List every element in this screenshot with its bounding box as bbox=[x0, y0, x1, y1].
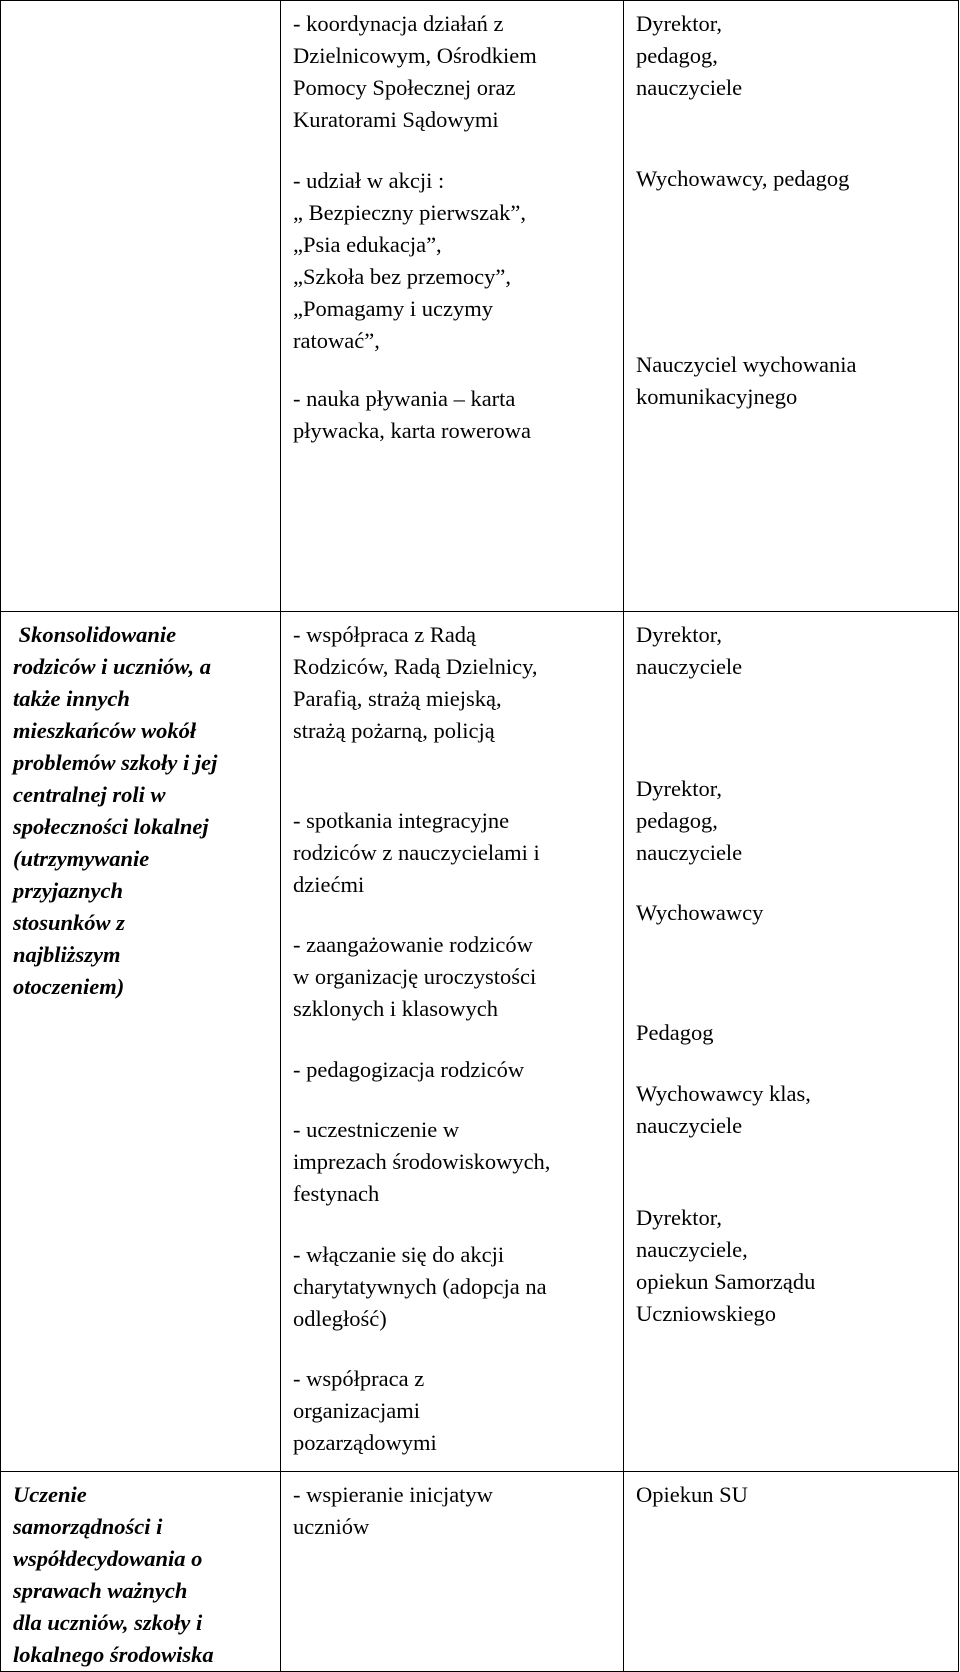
activity-item: - nauka pływania – karta pływacka, karta rowerowa bbox=[293, 386, 532, 443]
activities-cell bbox=[281, 1472, 624, 1672]
activity-item: - wspieranie inicjatyw uczniów bbox=[293, 1482, 493, 1539]
goal-cell bbox=[1, 612, 281, 1472]
activity-item: - zaangażowanie rodziców w organizację uroczystości szklonych i klasowych bbox=[293, 932, 537, 1021]
activity-item: - spotkania integracyjne rodziców z nauczycielami i dziećmi bbox=[293, 808, 540, 897]
responsible-cell bbox=[624, 1, 959, 612]
table-row bbox=[1, 612, 959, 1472]
activities-cell bbox=[281, 612, 624, 1472]
goal-cell bbox=[1, 1472, 281, 1672]
activity-item: - koordynacja działań z Dzielnicowym, Ośrodkiem Pomocy Społecznej oraz Kuratorami Sądowymi bbox=[293, 11, 537, 132]
responsible-item: Pedagog bbox=[636, 1020, 714, 1045]
responsible-item: Dyrektor, pedagog, nauczyciele bbox=[636, 776, 743, 865]
activity-item: - pedagogizacja rodziców bbox=[293, 1057, 525, 1082]
activity-item: - uczestniczenie w imprezach środowiskowych, festynach bbox=[293, 1117, 551, 1206]
responsible-item: Wychowawcy klas, nauczyciele bbox=[636, 1081, 811, 1138]
activity-item: - włączanie się do akcji charytatywnych (adopcja na odległość) bbox=[293, 1242, 547, 1331]
responsible-item: Dyrektor, nauczyciele, opiekun Samorządu Uczniowskiego bbox=[636, 1205, 816, 1326]
goal-text: Skonsolidowanie rodziców i uczniów, a także innych mieszkańców wokół problemów szkoły i jej centralnej roli w społeczności lokalnej (utrzymywanie przyjaznych stosunków z najbliższym otoczeniem) bbox=[13, 622, 218, 999]
responsible-item: Dyrektor, pedagog, nauczyciele bbox=[636, 11, 743, 100]
responsible-item: Nauczyciel wychowania komunikacyjnego bbox=[636, 352, 857, 409]
responsible-item: Opiekun SU bbox=[636, 1482, 748, 1507]
activities-cell bbox=[281, 1, 624, 612]
goal-text: Uczenie samorządności i współdecydowania o sprawach ważnych dla uczniów, szkoły i lokalnego środowiska bbox=[13, 1482, 214, 1667]
responsible-item: Wychowawcy, pedagog bbox=[636, 166, 850, 191]
responsible-cell bbox=[624, 1472, 959, 1672]
responsible-cell bbox=[624, 612, 959, 1472]
table-row bbox=[1, 1472, 959, 1672]
table-row bbox=[1, 1, 959, 612]
activity-item: - współpraca z Radą Rodziców, Radą Dzielnicy, Parafią, strażą miejską, strażą pożarną, policją bbox=[293, 622, 538, 743]
goal-cell bbox=[1, 1, 281, 612]
responsible-item: Wychowawcy bbox=[636, 900, 764, 925]
activity-item: - współpraca z organizacjami pozarządowymi bbox=[293, 1366, 437, 1455]
responsible-item: Dyrektor, nauczyciele bbox=[636, 622, 743, 679]
activity-item: - udział w akcji : „ Bezpieczny pierwszak”, „Psia edukacja”, „Szkoła bez przemocy”, „Pomagamy i uczymy ratować”, bbox=[293, 168, 526, 353]
